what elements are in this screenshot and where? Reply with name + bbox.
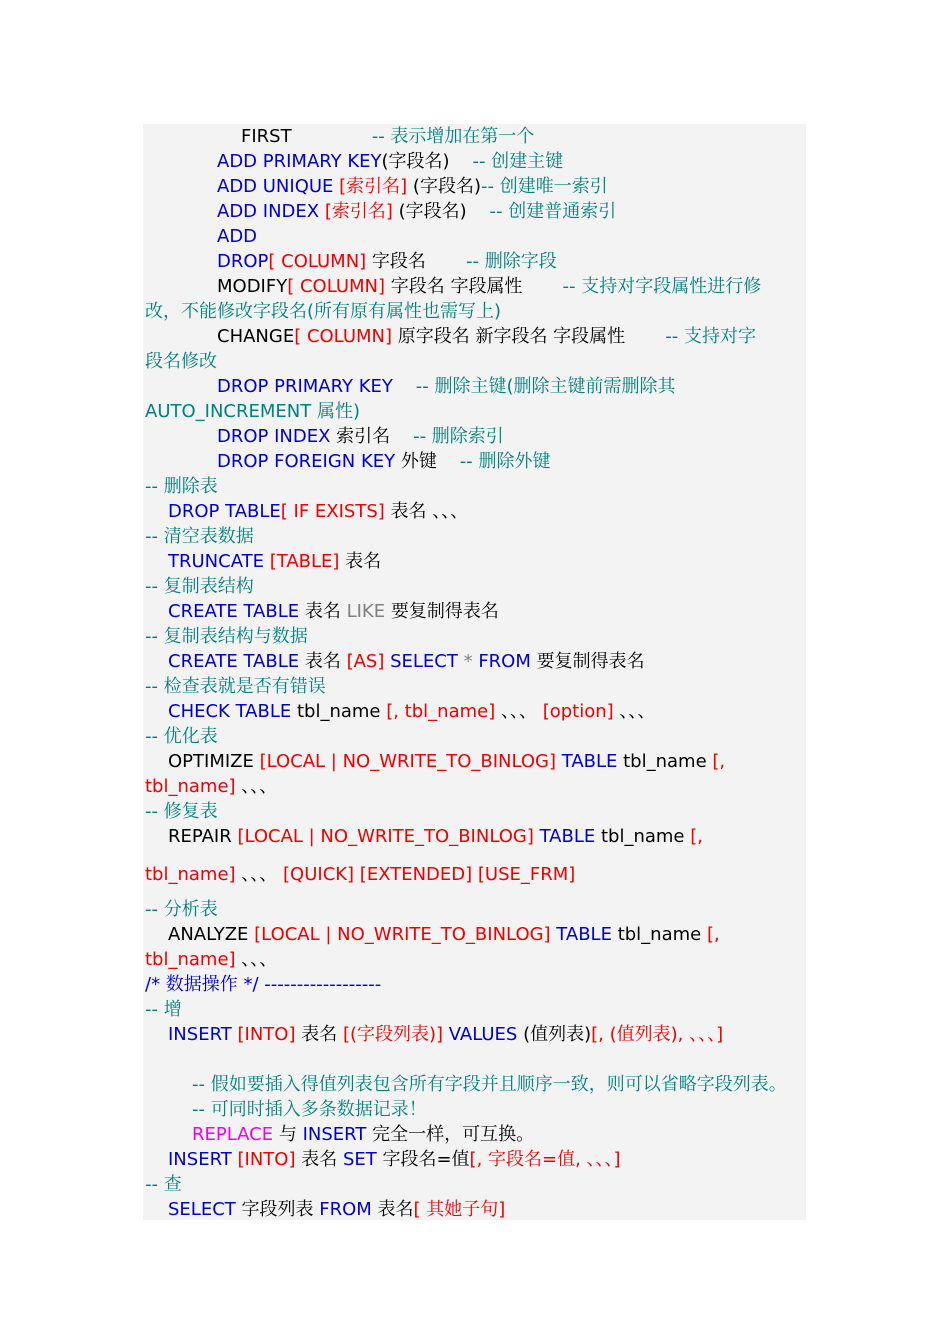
- code-token: 、、、: [495, 701, 543, 722]
- code-token: tbl_name: [595, 826, 691, 847]
- code-token: -- 查: [145, 1174, 182, 1195]
- code-token: [ 其她子句]: [413, 1199, 506, 1220]
- code-token: [ COLUMN]: [268, 251, 367, 272]
- code-token: 字段名 字段属性: [385, 276, 523, 297]
- code-token: CHECK TABLE: [168, 701, 292, 722]
- code-line: [192, 1097, 427, 1122]
- code-token: [ COLUMN]: [294, 326, 393, 347]
- code-line: [145, 774, 277, 799]
- code-token: -- 支持对字段属性进行修: [522, 276, 762, 297]
- code-token: 表名: [371, 1199, 414, 1220]
- code-token: -- 创建主键: [449, 151, 564, 172]
- code-token: CREATE TABLE: [168, 601, 300, 622]
- code-token: [, tbl_name]: [386, 701, 496, 722]
- code-token: -- 删除字段: [425, 251, 557, 272]
- code-token: 、、、: [235, 776, 278, 797]
- code-token: 表名 、、、: [384, 501, 469, 522]
- code-line: [217, 324, 756, 349]
- code-line: [145, 997, 182, 1022]
- code-token: REPLACE: [192, 1124, 274, 1145]
- code-token: CREATE TABLE: [168, 651, 300, 672]
- code-token: 、、、: [235, 949, 278, 970]
- code-line: [168, 599, 499, 624]
- code-line: [168, 749, 725, 774]
- code-line: [217, 199, 616, 224]
- code-line: [168, 499, 468, 524]
- code-token: 表名: [299, 651, 347, 672]
- code-token: tbl_name: [611, 924, 707, 945]
- code-token: [AS]: [346, 651, 385, 672]
- code-token: tbl_name]: [145, 864, 236, 885]
- code-line: [145, 349, 217, 374]
- code-token: 、、、: [613, 701, 656, 722]
- code-line: [145, 624, 308, 649]
- code-token: /* 数据操作 */ ------------------: [145, 974, 382, 995]
- code-token: 字段名: [366, 251, 426, 272]
- code-token: [,: [690, 826, 703, 847]
- code-line: [145, 474, 218, 499]
- code-token: -- 修复表: [145, 801, 218, 822]
- code-line: [217, 249, 557, 274]
- code-token: tbl_name]: [145, 949, 236, 970]
- code-token: TABLE: [556, 751, 618, 772]
- code-line: [145, 399, 360, 424]
- code-line: [217, 374, 676, 399]
- code-token: 属性): [311, 401, 360, 422]
- code-token: (字段名): [392, 201, 467, 222]
- code-token: ADD UNIQUE: [217, 176, 340, 197]
- code-token: -- 支持对字: [625, 326, 756, 347]
- code-line: [145, 299, 501, 324]
- code-token: -- 创建普通索引: [466, 201, 617, 222]
- code-token: 字段名=值: [376, 1149, 470, 1170]
- code-line: [217, 424, 504, 449]
- code-token: CHANGE: [217, 326, 295, 347]
- code-token: DROP: [217, 251, 269, 272]
- code-token: [索引名]: [324, 201, 393, 222]
- code-token: -- 可同时插入多条数据记录！: [192, 1099, 427, 1120]
- code-token: -- 检查表就是否有错误: [145, 676, 326, 697]
- code-token: 要复制得表名: [530, 651, 645, 672]
- code-line: [241, 124, 534, 149]
- code-token: 表名: [295, 1024, 343, 1045]
- code-token: -- 删除主键(删除主键前需删除其: [392, 376, 676, 397]
- code-token: 外键: [395, 451, 437, 472]
- code-token: -- 优化表: [145, 726, 218, 747]
- code-token: SET: [342, 1149, 377, 1170]
- code-token: AUTO_INCREMENT: [145, 401, 312, 422]
- code-token: 表名: [299, 601, 347, 622]
- code-token: [(字段列表)]: [342, 1024, 444, 1045]
- code-line: [145, 1172, 182, 1197]
- code-token: 表名: [339, 551, 382, 572]
- code-token: ADD: [217, 226, 258, 247]
- code-line: [192, 1122, 534, 1147]
- code-token: [,: [712, 751, 726, 772]
- code-token: 索引名: [330, 426, 391, 447]
- code-line: [145, 574, 254, 599]
- code-token: TABLE: [550, 924, 612, 945]
- code-token: (字段名): [381, 151, 450, 172]
- code-line: [168, 699, 655, 724]
- code-token: 与: [273, 1124, 303, 1145]
- code-token: -- 删除表: [145, 476, 218, 497]
- code-token: -- 分析表: [145, 899, 218, 920]
- code-line: [145, 724, 218, 749]
- code-token: -- 增: [145, 999, 182, 1020]
- code-token: DROP PRIMARY KEY: [217, 376, 393, 397]
- code-line: [145, 674, 326, 699]
- code-token: [ IF EXISTS]: [280, 501, 385, 522]
- code-token: [,: [706, 924, 720, 945]
- code-token: (字段名): [407, 176, 481, 197]
- code-token: FIRST: [241, 126, 292, 147]
- code-line: [168, 1022, 723, 1047]
- code-token: (值列表): [517, 1024, 592, 1045]
- code-token: -- 清空表数据: [145, 526, 254, 547]
- code-line: [168, 922, 720, 947]
- code-token: 完全一样，可互换。: [366, 1124, 535, 1145]
- code-token: [LOCAL | NO_WRITE_TO_BINLOG]: [254, 924, 551, 945]
- code-line: [145, 524, 254, 549]
- code-token: REPAIR: [168, 826, 238, 847]
- code-token: [option]: [542, 701, 614, 722]
- code-token: MODIFY: [217, 276, 288, 297]
- code-line: [145, 972, 381, 997]
- code-line: [168, 824, 703, 849]
- code-line: [192, 1072, 787, 1097]
- code-token: SELECT: [384, 651, 464, 672]
- code-token: ADD PRIMARY KEY: [217, 151, 382, 172]
- code-token: OPTIMIZE: [168, 751, 260, 772]
- code-token: DROP FOREIGN KEY: [217, 451, 396, 472]
- code-token: -- 复制表结构: [145, 576, 254, 597]
- code-token: 要复制得表名: [385, 601, 499, 622]
- code-token: 字段列表: [235, 1199, 320, 1220]
- code-line: [145, 947, 277, 972]
- code-token: -- 删除外键: [436, 451, 551, 472]
- code-token: [, (值列表), 、、、]: [591, 1024, 724, 1045]
- code-token: TABLE: [533, 826, 596, 847]
- code-token: TRUNCATE: [168, 551, 270, 572]
- code-token: ADD INDEX: [217, 201, 325, 222]
- code-token: [TABLE]: [269, 551, 340, 572]
- code-line: [217, 174, 608, 199]
- code-token: [, 字段名=值, 、、、]: [469, 1149, 621, 1170]
- code-token: -- 删除索引: [390, 426, 504, 447]
- code-token: 表名: [295, 1149, 343, 1170]
- code-token: 段名修改: [145, 351, 217, 372]
- code-token: ANALYZE: [168, 924, 255, 945]
- code-token: *: [463, 651, 473, 672]
- code-token: -- 创建唯一索引: [480, 176, 608, 197]
- code-token: 原字段名 新字段名 字段属性: [392, 326, 626, 347]
- code-token: -- 复制表结构与数据: [145, 626, 308, 647]
- code-token: LIKE: [346, 601, 386, 622]
- code-line: [217, 224, 257, 249]
- code-token: FROM: [319, 1199, 372, 1220]
- code-token: DROP TABLE: [168, 501, 281, 522]
- code-line: [168, 649, 645, 674]
- code-token: tbl_name: [617, 751, 713, 772]
- code-token: FROM: [472, 651, 531, 672]
- code-token: [LOCAL | NO_WRITE_TO_BINLOG]: [259, 751, 557, 772]
- code-line: [145, 799, 218, 824]
- code-token: DROP INDEX: [217, 426, 331, 447]
- code-line: [217, 449, 550, 474]
- code-token: [INTO]: [237, 1149, 296, 1170]
- code-token: [ COLUMN]: [287, 276, 386, 297]
- code-token: [索引名]: [339, 176, 408, 197]
- code-token: INSERT: [168, 1149, 238, 1170]
- code-token: tbl_name: [291, 701, 387, 722]
- code-token: -- 假如要插入得值列表包含所有字段并且顺序一致，则可以省略字段列表。: [192, 1074, 787, 1095]
- code-line: [168, 1147, 621, 1172]
- code-line: [168, 549, 381, 574]
- code-line: [168, 1197, 505, 1222]
- code-token: SELECT: [168, 1199, 236, 1220]
- code-token: [QUICK] [EXTENDED] [USE_FRM]: [283, 864, 576, 885]
- code-line: [145, 897, 218, 922]
- code-token: INSERT: [302, 1124, 367, 1145]
- code-line: [217, 149, 563, 174]
- code-line: [217, 274, 761, 299]
- code-token: 改，不能修改字段名(所有原有属性也需写上): [145, 301, 502, 322]
- code-panel: [143, 124, 806, 1220]
- code-token: -- 表示增加在第一个: [291, 126, 535, 147]
- code-token: [LOCAL | NO_WRITE_TO_BINLOG]: [237, 826, 534, 847]
- code-token: [INTO]: [237, 1024, 296, 1045]
- code-token: INSERT: [168, 1024, 238, 1045]
- code-token: VALUES: [443, 1024, 518, 1045]
- code-token: tbl_name]: [145, 776, 236, 797]
- code-token: 、、、: [235, 864, 284, 885]
- code-line: [145, 862, 575, 887]
